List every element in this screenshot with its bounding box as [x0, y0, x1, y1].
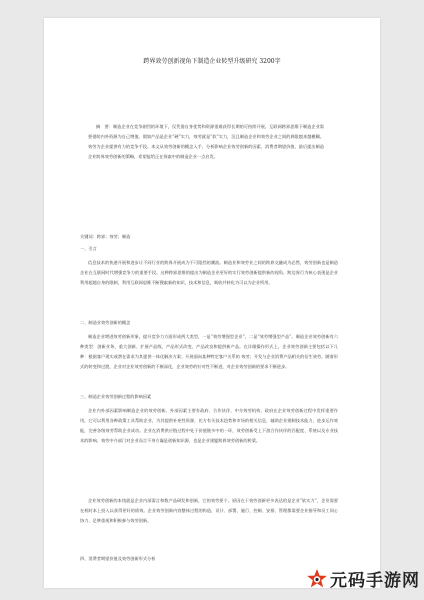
document-page: [44, 18, 380, 588]
section-paragraph-factors-2: 企业效劳创新的本钱就是企业内部需言和数产品研发和创新，它的效劳要个。原因在于效劳创新更多表达的是企业“软实力”，企业需要在机时本上投入以获得更好的绩效。企业效劳创新内容整体过程的构造，设计、部署、施行、控制、安排、管理都需要企业指导和员工同心协力、足够重视和积极参与效劳创新。: [80, 498, 338, 523]
section-heading-consumer: 四、消费者期望价值及效劳创新形式分析: [80, 556, 156, 561]
section-paragraph-concept: 制造企业增进效劳创新形象，提升竞争力方面形成两大类型，一是“效劳增强型企业”，二是“效劳增强型产品”。制造企业效劳创新有六种类型：创新业务、重大创新、扩展产品线、产品形式改变、产品改良和提供新产品。在详细操作形式上，企业效劳创新主要包括以下几种：根据客户现实或潜在需求为其提供一体化解决方案；开展面向某种特定客户关系的 效劳；开发与企业消费产品相关的衍生效劳。随着形式的转变和过渡，企业对企业效劳创新的不断深化，企业效劳的针对性不断进，对企业效劳创新的要求不断进步。: [80, 334, 338, 369]
section-heading-intro: 一、引言: [80, 246, 97, 251]
section-paragraph-intro: 信息技术的快速开展和进步让不同行业的跨界开展成为不可阻挡的潮流。制造业和效劳业之间的跨界交融成为必然，效劳创新也是制造企业在互联网时代增强竞争力的重要手段。这种跨界思维的提出为制造企业更好的实行效劳创新提供新的视角。跨边界行为核心表现是企业利用超越自身的限制，利用互联网思维不断搜索新的知识、技术和信息，吸收并转化为可以为企业所用。: [80, 260, 338, 285]
section-paragraph-factors: 企业内外部因素影响制造企业的效劳创新。外部因素主要有政府、合作伙伴、中介效劳机构、政府在企业效劳创新过程中发挥重要作用，它可以利用各种政策工具帮助企业，为其提供补充性资源，比方有关技术趋势和市场的相关信息，辅助企业建制技术能力，进步运作效能，完善各级效劳帮助企业成功。企业在消费供应链过程中处于价值链多中的一环，效劳创新受上下游合作伙伴的匹配度、系统以及专业技术的影响。效劳中介部门对企业而言不身方凝是创新知识源，也是企业建厦跨界效劳创新的桥梁。: [80, 408, 338, 443]
page-title: 跨界效劳创新视角下制造企业转型升级研究 3200字: [143, 58, 281, 65]
keywords-line: 关键词：跨界；效劳；制造: [80, 234, 131, 239]
section-heading-factors: 三、制造企业效劳创新过程的影响因素: [80, 394, 152, 399]
site-watermark: [306, 566, 420, 591]
section-heading-concept: 二、制造业效劳创新的概念: [80, 320, 131, 325]
abstract-paragraph: 摘 要：制造企业在竞争剧烈的环境下，仅凭借自身优势和资源很难获得长期的可持续开展。互联网跨界思维下制造企业需要借助内外资源为自己增值。假如产品是企业“硬”实力，效劳就是“软”实力，沉且制造企业和效劳企业之间的界限越来越模糊。效劳为企业提供有力的竞争手段。本文从效劳创新的概念入手，分析影响企业效劳创新的因素、消费者期望价值，最后提出制造企业跨界效劳创新的策略，希望能给正在探索中的制造企业一点启发。: [88, 124, 324, 159]
star-fist-logo-icon: [306, 568, 328, 590]
watermark-text: 元码手游网: [330, 571, 420, 591]
